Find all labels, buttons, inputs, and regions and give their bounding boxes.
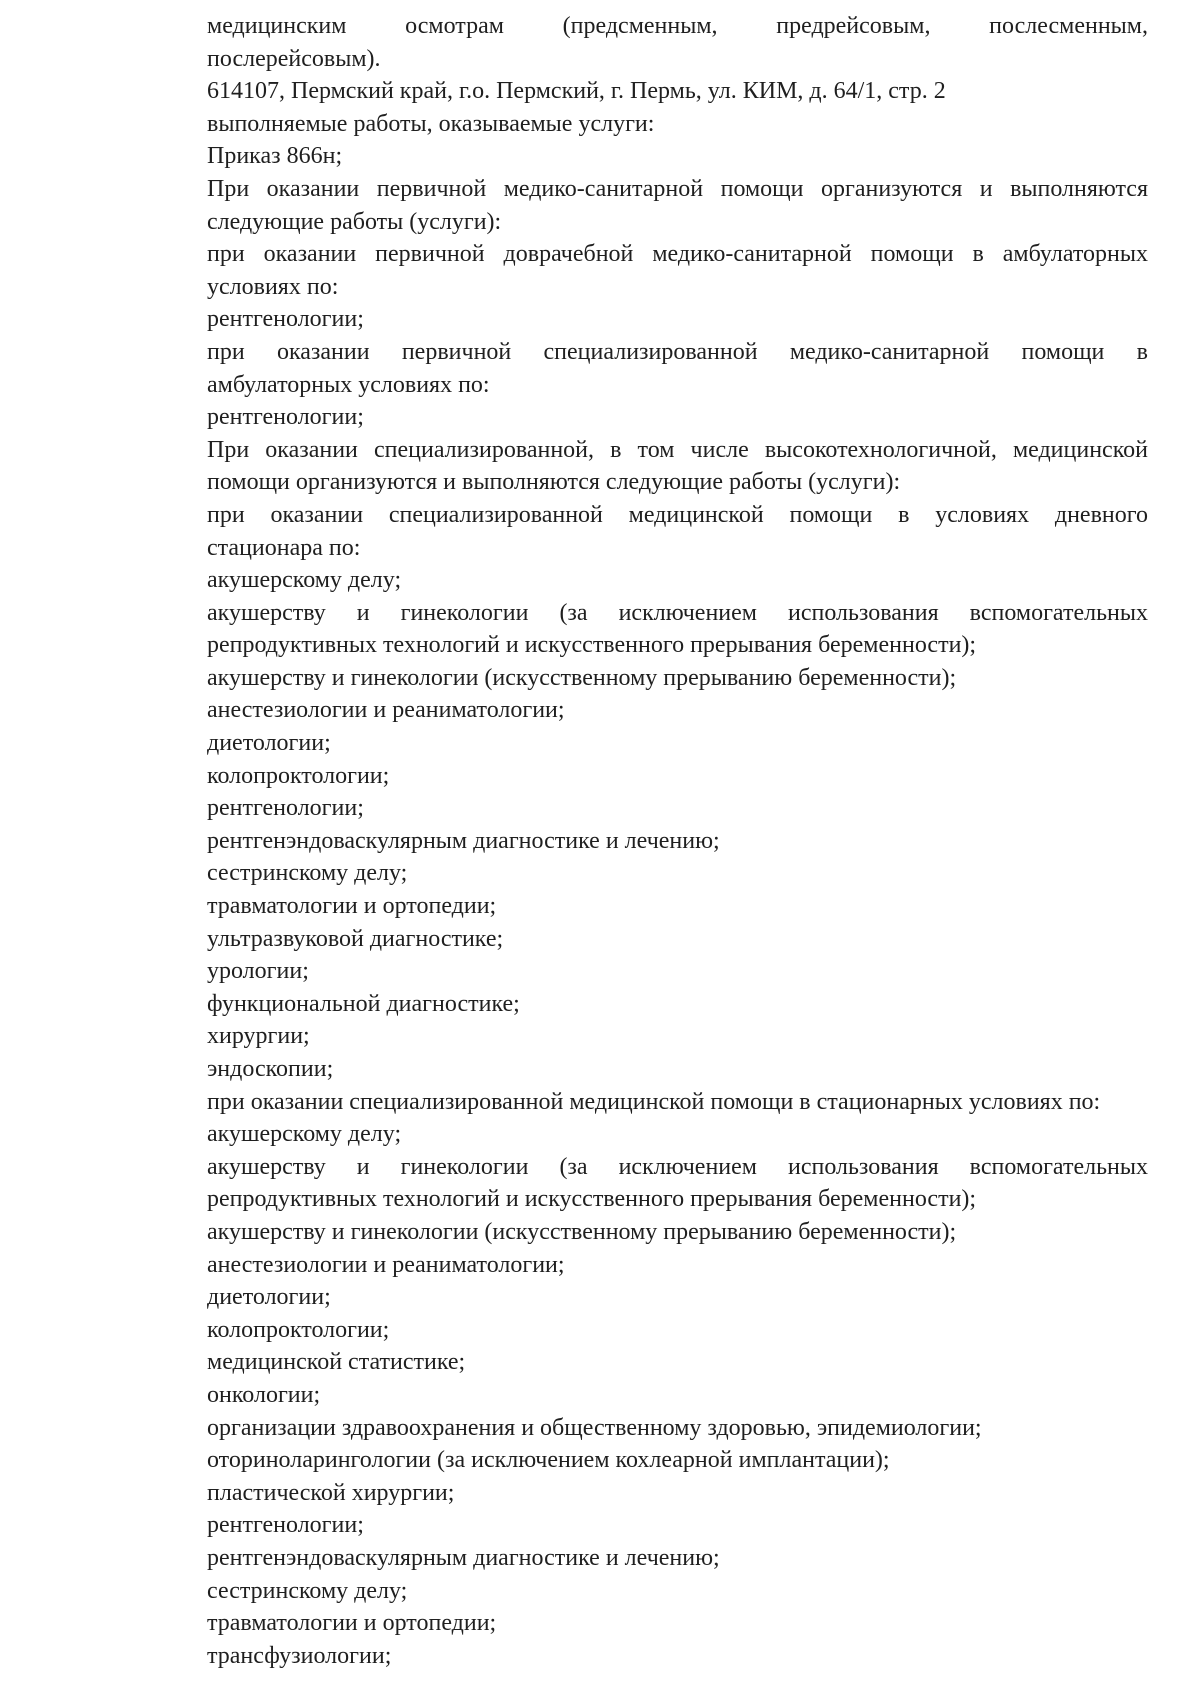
paragraph-line: медицинским осмотрам (предсменным, предрейсовым, послесменным, <box>207 13 1148 39</box>
service-item: анестезиологии и реаниматологии; <box>207 697 565 724</box>
service-item: рентгенэндоваскулярным диагностике и лечению; <box>207 1544 720 1571</box>
service-item: акушерству и гинекологии (за исключением использования вспомогательных <box>207 599 1148 626</box>
service-item: акушерству и гинекологии (за исключением использования вспомогательных <box>207 1153 1148 1180</box>
service-item: акушерству и гинекологии (искусственному прерыванию беременности); <box>207 1218 957 1245</box>
order-reference: Приказ 866н; <box>207 143 343 170</box>
subsection-line: стационара по: <box>207 534 361 561</box>
service-item: репродуктивных технологий и искусственного прерывания беременности); <box>207 632 977 659</box>
section-line: помощи организуются и выполняются следующие работы (услуги): <box>207 469 901 496</box>
service-item: акушерскому делу; <box>207 1121 402 1148</box>
service-item: репродуктивных технологий и искусственного прерывания беременности); <box>207 1186 977 1213</box>
service-item: оториноларингологии (за исключением кохлеарной имплантации); <box>207 1447 890 1474</box>
section-line: При оказании первичной медико-санитарной помощи организуются и выполняются <box>207 175 1148 202</box>
address-line: 614107, Пермский край, г.о. Пермский, г. Пермь, ул. КИМ, д. 64/1, стр. 2 <box>207 78 946 105</box>
subsection-line: амбулаторных условиях по: <box>207 371 490 398</box>
service-item: диетологии; <box>207 730 331 757</box>
service-item: рентгенологии; <box>207 795 364 822</box>
service-item: эндоскопии; <box>207 1056 334 1082</box>
service-item: рентгенологии; <box>207 404 364 431</box>
service-item: хирургии; <box>207 1023 310 1050</box>
service-item: медицинской статистике; <box>207 1349 466 1376</box>
section-line: следующие работы (услуги): <box>207 208 502 235</box>
service-item: травматологии и ортопедии; <box>207 893 497 920</box>
service-item: урологии; <box>207 958 309 985</box>
document-body <box>207 10 1148 1672</box>
paragraph-line: послерейсовым). <box>207 45 381 72</box>
subsection-line: при оказании специализированной медицинской помощи в стационарных условиях по: <box>207 1088 1101 1115</box>
service-item: онкологии; <box>207 1381 321 1408</box>
service-item: диетологии; <box>207 1284 331 1311</box>
works-services-header: выполняемые работы, оказываемые услуги: <box>207 110 655 137</box>
service-item: трансфузиологии; <box>207 1642 392 1669</box>
service-item: сестринскому делу; <box>207 1577 408 1604</box>
service-item: травматологии и ортопедии; <box>207 1610 497 1637</box>
subsection-line: условиях по: <box>207 273 339 300</box>
subsection-line: при оказании первичной специализированной медико-санитарной помощи в <box>207 338 1148 365</box>
service-item: рентгенэндоваскулярным диагностике и лечению; <box>207 827 720 854</box>
service-item: акушерству и гинекологии (искусственному прерыванию беременности); <box>207 664 957 691</box>
service-item: организации здравоохранения и общественному здоровью, эпидемиологии; <box>207 1414 982 1441</box>
service-item: сестринскому делу; <box>207 860 408 887</box>
service-item: колопроктологии; <box>207 762 390 789</box>
section-line: При оказании специализированной, в том числе высокотехнологичной, медицинской <box>207 436 1148 463</box>
service-item: колопроктологии; <box>207 1316 390 1343</box>
service-item: ультразвуковой диагностике; <box>207 925 504 952</box>
service-item: анестезиологии и реаниматологии; <box>207 1251 565 1278</box>
service-item: функциональной диагностике; <box>207 990 520 1017</box>
service-item: рентгенологии; <box>207 1512 364 1539</box>
service-item: пластической хирургии; <box>207 1479 455 1506</box>
service-item: рентгенологии; <box>207 306 364 333</box>
service-item: акушерскому делу; <box>207 567 402 594</box>
subsection-line: при оказании первичной доврачебной медико-санитарной помощи в амбулаторных <box>207 241 1148 268</box>
subsection-line: при оказании специализированной медицинской помощи в условиях дневного <box>207 501 1148 528</box>
